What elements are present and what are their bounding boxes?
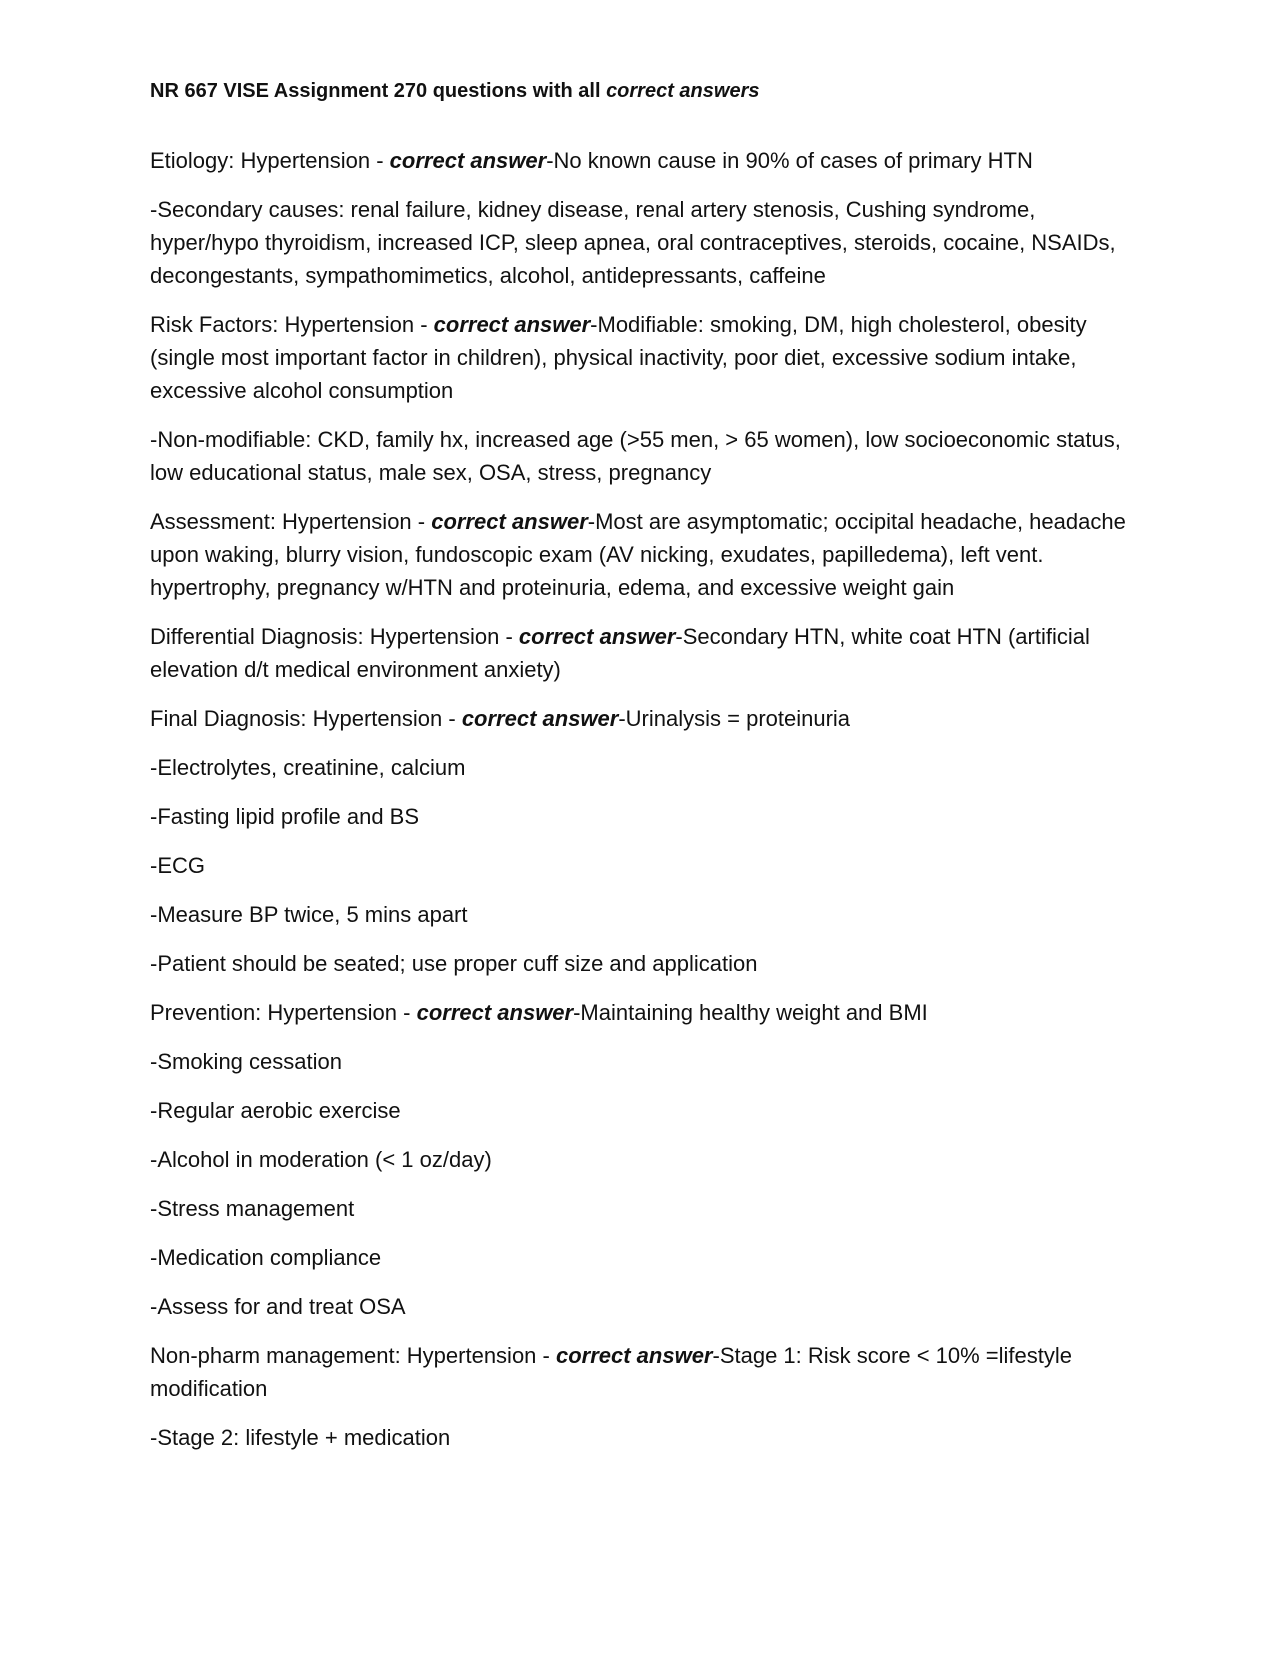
- paragraph-lead: Etiology: Hypertension -: [150, 148, 390, 173]
- paragraph-text: -Measure BP twice, 5 mins apart: [150, 902, 468, 927]
- paragraph-lead: Risk Factors: Hypertension -: [150, 312, 434, 337]
- paragraph: [150, 898, 1130, 931]
- document-title-main: NR 667 VISE Assignment 270 questions with all: [150, 80, 607, 102]
- paragraph-lead: Prevention: Hypertension -: [150, 1000, 417, 1025]
- paragraph-answer-tag: correct answer: [555, 1343, 713, 1368]
- paragraph-lead: Final Diagnosis: Hypertension -: [150, 706, 462, 731]
- paragraph: [150, 849, 1130, 882]
- paragraph-answer-tag: correct answer: [431, 509, 588, 534]
- paragraph-text: -Urinalysis = proteinuria: [618, 706, 851, 731]
- paragraph-text: -ECG: [150, 853, 205, 878]
- paragraph-text: -Stage 1: Risk score < 10% =lifestyle modification: [150, 1343, 1072, 1401]
- document-title-emphasis: correct answers: [606, 80, 760, 102]
- paragraph-text: -Patient should be seated; use proper cuff size and application: [150, 951, 758, 976]
- paragraph-text: -No known cause in 90% of cases of primary HTN: [546, 148, 1033, 173]
- document-body: [150, 144, 1130, 1454]
- paragraph-lead: Non-pharm management: Hypertension -: [150, 1343, 556, 1368]
- paragraph-text: -Regular aerobic exercise: [150, 1098, 401, 1123]
- paragraph: [150, 1094, 1130, 1127]
- paragraph: [150, 1241, 1130, 1274]
- paragraph: [150, 751, 1130, 784]
- paragraph-text: -Modifiable: smoking, DM, high cholesterol, obesity (single most important factor in children), physical inactivity, poor diet, excessive sodium intake, excessive alcohol consumption: [150, 312, 1087, 403]
- paragraph: [150, 702, 1130, 735]
- paragraph-text: -Smoking cessation: [150, 1049, 342, 1074]
- paragraph: [150, 620, 1130, 686]
- paragraph: [150, 193, 1130, 292]
- paragraph-text: -Secondary causes: renal failure, kidney disease, renal artery stenosis, Cushing syndrome, hyper/hypo thyroidism, increased ICP, sleep apnea, oral contraceptives, steroids, cocaine, NSAIDs, decongestants, sympathomimetics, alcohol, antidepressants, caffeine: [150, 197, 1116, 288]
- paragraph-lead: Assessment: Hypertension -: [150, 509, 432, 534]
- paragraph: [150, 1143, 1130, 1176]
- paragraph-text: -Assess for and treat OSA: [150, 1294, 406, 1319]
- paragraph-text: -Non-modifiable: CKD, family hx, increased age (>55 men, > 65 women), low socioeconomic status, low educational status, male sex, OSA, stress, pregnancy: [150, 427, 1121, 485]
- paragraph-text: -Stress management: [150, 1196, 355, 1221]
- paragraph: [150, 308, 1130, 407]
- paragraph-answer-tag: correct answer: [416, 1000, 574, 1025]
- paragraph-lead: Differential Diagnosis: Hypertension -: [150, 624, 519, 649]
- paragraph-answer-tag: correct answer: [389, 148, 547, 173]
- paragraph-text: -Stage 2: lifestyle + medication: [150, 1425, 451, 1450]
- document-title: [150, 76, 1130, 106]
- paragraph-answer-tag: correct answer: [518, 624, 676, 649]
- paragraph-text: -Electrolytes, creatinine, calcium: [150, 755, 466, 780]
- paragraph: [150, 1045, 1130, 1078]
- paragraph-text: -Secondary HTN, white coat HTN (artificial elevation d/t medical environment anxiety): [150, 624, 1090, 682]
- paragraph-text: -Maintaining healthy weight and BMI: [573, 1000, 928, 1025]
- paragraph-text: -Most are asymptomatic; occipital headache, headache upon waking, blurry vision, fundoscopic exam (AV nicking, exudates, papilledema), left vent. hypertrophy, pregnancy w/HTN and proteinuria, edema, and excessive weight gain: [150, 509, 1126, 600]
- paragraph: [150, 1290, 1130, 1323]
- paragraph-text: -Medication compliance: [150, 1245, 382, 1270]
- paragraph-answer-tag: correct answer: [433, 312, 591, 337]
- paragraph: [150, 144, 1130, 177]
- paragraph-answer-tag: correct answer: [461, 706, 619, 731]
- paragraph: [150, 1192, 1130, 1225]
- paragraph-text: -Alcohol in moderation (< 1 oz/day): [150, 1147, 492, 1172]
- paragraph-text: -Fasting lipid profile and BS: [150, 804, 420, 829]
- paragraph: [150, 423, 1130, 489]
- paragraph: [150, 947, 1130, 980]
- paragraph: [150, 996, 1130, 1029]
- paragraph: [150, 800, 1130, 833]
- paragraph: [150, 1339, 1130, 1405]
- paragraph: [150, 505, 1130, 604]
- paragraph: [150, 1421, 1130, 1454]
